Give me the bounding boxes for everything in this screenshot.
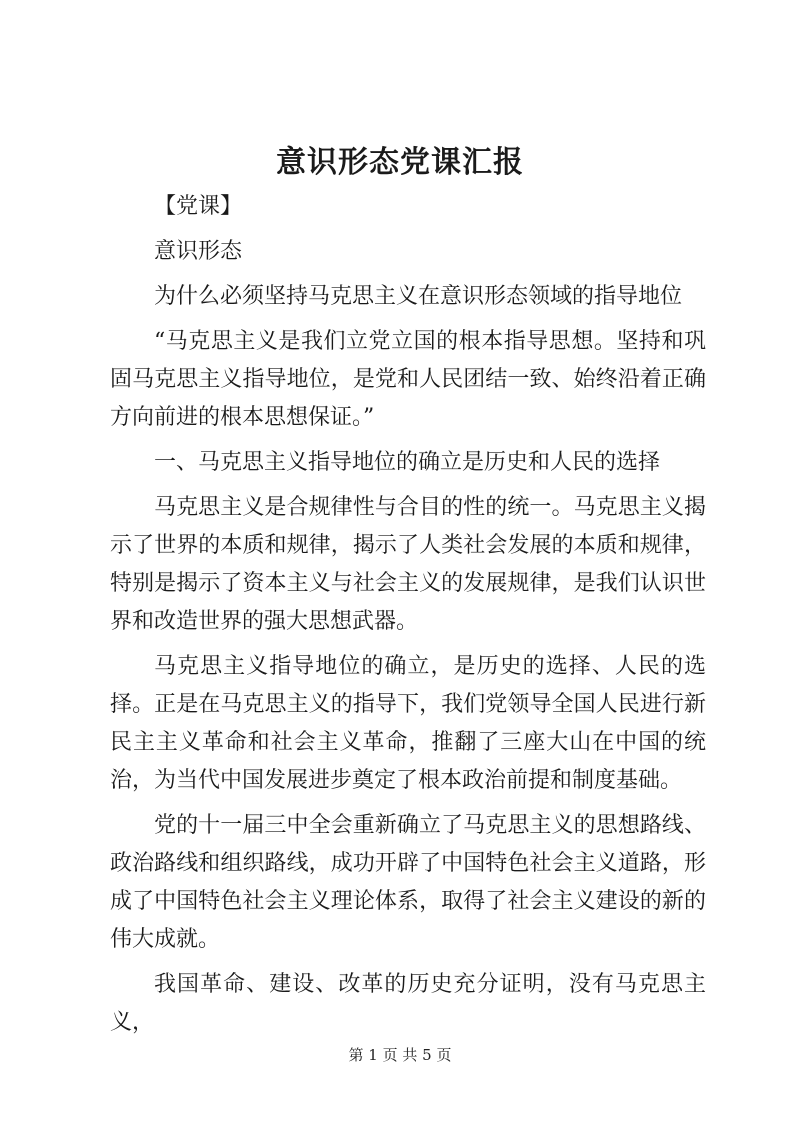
paragraph-body-3: 党的十一届三中全会重新确立了马克思主义的思想路线、政治路线和组织路线，成功开辟了中国特色社会主义道路，形成了中国特色社会主义理论体系，取得了社会主义建设的新的伟大成就。 xyxy=(110,813,706,952)
paragraph-body-2: 马克思主义指导地位的确立，是历史的选择、人民的选择。正是在马克思主义的指导下，我们党领导全国人民进行新民主主义革命和社会主义革命，推翻了三座大山在中国的统治，为当代中国发展进步奠定了根本政治前提和制度基础。 xyxy=(110,654,706,793)
paragraph-question: 为什么必须坚持马克思主义在意识形态领域的指导地位 xyxy=(154,284,683,309)
document-title: 意识形态党课汇报 xyxy=(276,145,524,180)
paragraph-topic: 意识形态 xyxy=(154,239,243,264)
paragraph-quote: “马克思主义是我们立党立国的根本指导思想。坚持和巩固马克思主义指导地位，是党和人民团结一致、始终沿着正确方向前进的根本思想保证。” xyxy=(110,329,706,430)
paragraph-body-1: 马克思主义是合规律性与合目的性的统一。马克思主义揭示了世界的本质和规律，揭示了人类社会发展的本质和规律，特别是揭示了资本主义与社会主义的发展规律，是我们认识世界和改造世界的强大思想武器。 xyxy=(110,495,706,634)
page-number-footer: 第 1 页 共 5 页 xyxy=(348,1046,452,1064)
paragraph-body-4: 我国革命、建设、改革的历史充分证明，没有马克思主义， xyxy=(110,972,706,1035)
paragraph-tag: 【党课】 xyxy=(154,194,243,219)
paragraph-section-heading: 一、马克思主义指导地位的确立是历史和人民的选择 xyxy=(154,450,661,475)
document-body xyxy=(110,188,706,1042)
